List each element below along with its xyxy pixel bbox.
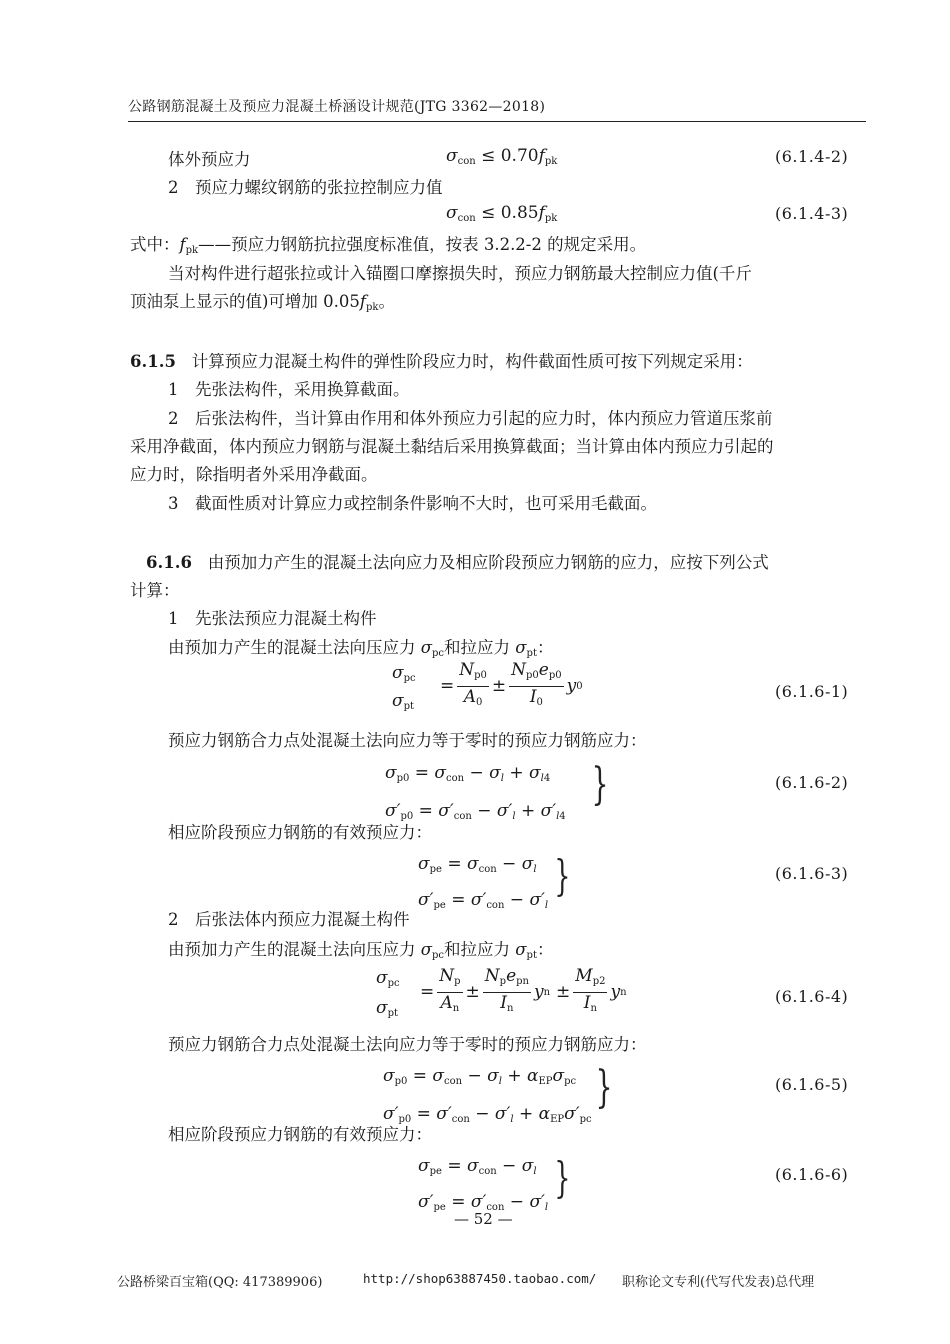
clause-6-1-5-item3: 3 截面性质对计算应力或控制条件影响不大时，也可采用毛截面。: [168, 494, 657, 513]
formula-6-1-6-1-rhs: = $\frac{N_{p0}}{A_0}$ ± $\frac{N_{p0}e_{p0}}{I_0}$ y 0: [440, 659, 583, 708]
brace-6-1-6-2: }: [591, 759, 609, 810]
header-rule: [128, 121, 866, 122]
overtension-para-l2-text: 顶油泵上显示的值)可增加 0.05: [130, 292, 360, 311]
where-text: ——预应力钢筋抗拉强度标准值，按表 3.2.2-2 的规定采用。: [198, 235, 647, 254]
item-2-screw-bar: 2 预应力螺纹钢筋的张拉控制应力值: [168, 178, 443, 197]
clause-6-1-6-item1: 1 先张法预应力混凝土构件: [168, 609, 377, 628]
overtension-para-l1: 当对构件进行超张拉或计入锚圈口摩擦损失时，预应力钢筋最大控制应力值(千斤: [168, 264, 752, 283]
running-header: 公路钢筋混凝土及预应力混凝土桥涵设计规范(JTG 3362—2018): [128, 99, 546, 115]
eq-number-6-1-4-2: (6.1.4-2): [775, 147, 849, 166]
desc-and-text: 和拉应力: [444, 638, 511, 657]
overtension-para-end: 。: [378, 292, 395, 311]
desc-effective-prestress-2: 相应阶段预应力钢筋的有效预应力：: [168, 1125, 432, 1144]
desc-posttension-stress: 由预加力产生的混凝土法向压应力 $\sigma_{pc}$和拉应力 $\sigma_{pt}$：: [168, 940, 554, 961]
formula-6-1-4-3: $\sigma_{con} \le 0.85f_{pk}$: [446, 203, 558, 224]
footer-link[interactable]: http://shop63887450.taobao.com/: [363, 1271, 597, 1286]
brace-6-1-6-3: }: [554, 851, 571, 900]
formula-6-1-6-4-rhs: = $\frac{N_p}{A_n}$ ± $\frac{N_pe_{pn}}{I_n}$ y n ± $\frac{M_{p2}}{I_n}$ y n: [420, 965, 627, 1014]
formula-6-1-6-1-lhs: $\sigma_{pc}$ $\sigma_{pt}$: [392, 663, 416, 712]
desc-colon: ：: [536, 638, 554, 657]
brace-6-1-6-5: }: [595, 1062, 613, 1113]
desc-zero-stress-2: 预应力钢筋合力点处混凝土法向应力等于零时的预应力钢筋应力：: [168, 1035, 647, 1054]
where-prefix: 式中：: [130, 235, 180, 254]
formula-6-1-4-2: $\sigma_{con} \le 0.70f_{pk}$: [446, 146, 558, 167]
desc-effective-prestress: 相应阶段预应力钢筋的有效预应力：: [168, 823, 432, 842]
formula-6-1-6-2: $\sigma_{p0} = \sigma_{con} - \sigma_l + \sigma_{l4}$ $\sigma'_{p0} = \sigma'_{con} - \sigma'_l + \sigma'_{l4}$: [385, 763, 566, 822]
formula-6-1-6-5: $\sigma_{p0} = \sigma_{con} - \sigma_l + \alpha_{EP}\sigma_{pc}$ $\sigma'_{p0} = \sigma'_{con} - \sigma'_l + \alpha_{EP}\sigma'_{pc}$: [383, 1066, 592, 1125]
desc-pretension-stress: 由预加力产生的混凝土法向压应力 $\sigma_{pc}$和拉应力 $\sigma_{pt}$：: [168, 638, 554, 659]
desc-and2-text: 和拉应力: [444, 940, 511, 959]
formula-6-1-6-3: $\sigma_{pe} = \sigma_{con} - \sigma_l$ $\sigma'_{pe} = \sigma'_{con} - \sigma'_l$: [418, 854, 549, 911]
clause-6-1-5-item1: 1 先张法构件，采用换算截面。: [168, 380, 410, 399]
desc-colon2: ：: [536, 940, 554, 959]
clause-6-1-5-item2-l3: 应力时，除指明者外采用净截面。: [130, 465, 378, 484]
overtension-para-l2: 顶油泵上显示的值)可增加 $0.05f_{pk}$。: [130, 292, 395, 313]
desc-stress-text: 由预加力产生的混凝土法向压应力: [168, 638, 416, 657]
clause-6-1-5-intro: 计算预应力混凝土构件的弹性阶段应力时，构件截面性质可按下列规定采用：: [191, 352, 753, 371]
footer-right: 职称论文专利(代写代发表)总代理: [622, 1275, 815, 1290]
clause-6-1-6-item2: 2 后张法体内预应力混凝土构件: [168, 910, 410, 929]
formula-6-1-6-6: $\sigma_{pe} = \sigma_{con} - \sigma_l$ $\sigma'_{pe} = \sigma'_{con} - \sigma'_l$: [418, 1156, 549, 1213]
where-clause: 式中：$f_{pk}——$预应力钢筋抗拉强度标准值，按表 3.2.2-2 的规定采用。: [130, 235, 647, 256]
clause-6-1-6-intro-l1: 由预加力产生的混凝土法向应力及相应阶段预应力钢筋的应力，应按下列公式: [207, 553, 769, 572]
eq-number-6-1-4-3: (6.1.4-3): [775, 204, 849, 223]
brace-6-1-6-6: }: [554, 1153, 571, 1202]
item-external-prestress: 体外预应力: [168, 150, 251, 169]
clause-number-6-1-6: 6.1.6: [146, 553, 192, 572]
page-number: — 52 —: [454, 1210, 513, 1228]
desc-stress2-text: 由预加力产生的混凝土法向压应力: [168, 940, 416, 959]
eq-number-6-1-6-4: (6.1.6-4): [775, 987, 849, 1006]
formula-6-1-6-4-lhs: $\sigma_{pc}$ $\sigma_{pt}$: [376, 968, 400, 1019]
eq-number-6-1-6-3: (6.1.6-3): [775, 864, 849, 883]
desc-zero-stress: 预应力钢筋合力点处混凝土法向应力等于零时的预应力钢筋应力：: [168, 731, 647, 750]
footer-left: 公路桥梁百宝箱(QQ: 417389906): [117, 1275, 323, 1290]
eq-number-6-1-6-5: (6.1.6-5): [775, 1075, 849, 1094]
eq-number-6-1-6-2: (6.1.6-2): [775, 773, 849, 792]
clause-6-1-5: [130, 348, 753, 372]
clause-number-6-1-5: 6.1.5: [130, 352, 176, 371]
clause-6-1-5-item2-l1: 2 后张法构件，当计算由作用和体外预应力引起的应力时，体内预应力管道压浆前: [168, 409, 773, 428]
eq-number-6-1-6-6: (6.1.6-6): [775, 1165, 849, 1184]
clause-6-1-5-item2-l2: 采用净截面，体内预应力钢筋与混凝土黏结后采用换算截面；当计算由体内预应力引起的: [130, 437, 774, 456]
eq-number-6-1-6-1: (6.1.6-1): [775, 682, 849, 701]
clause-6-1-6: [146, 549, 769, 573]
clause-6-1-6-intro-l2: 计算：: [130, 581, 180, 600]
